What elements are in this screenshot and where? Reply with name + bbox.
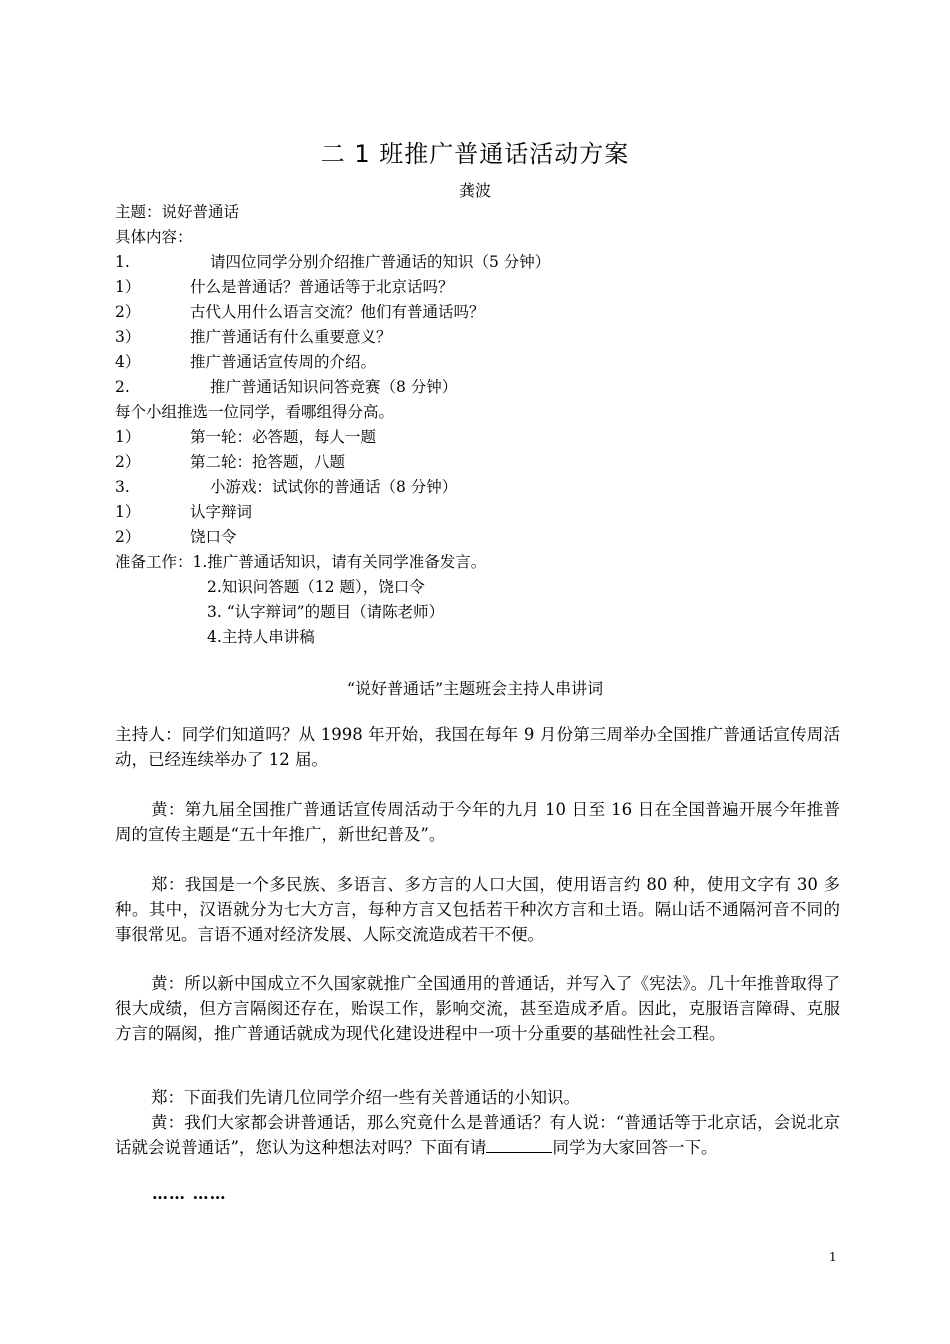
ellipsis: …… …… bbox=[152, 1184, 227, 1203]
script-paragraph: 主持人：同学们知道吗？从 1998 年开始，我国在每年 9 月份第三周举办全国推广普通话宣传周活动，已经连续举办了 12 届。 bbox=[115, 725, 840, 769]
plan-subitem bbox=[115, 352, 376, 372]
subitem-number: 1） bbox=[115, 428, 141, 446]
subitem-text: 推广普通话宣传周的介绍。 bbox=[190, 353, 377, 371]
subitem-text: 推广普通话有什么重要意义？ bbox=[190, 328, 392, 346]
subitem-number: 1） bbox=[115, 503, 141, 521]
plan-subitem bbox=[115, 302, 485, 322]
subitem-number: 1） bbox=[115, 278, 141, 296]
author-name: 龚波 bbox=[458, 181, 491, 200]
content-label: 具体内容： bbox=[115, 228, 193, 246]
subitem-text: 古代人用什么语言交流？他们有普通话吗？ bbox=[190, 303, 485, 321]
script-title: “说好普通话”主题班会主持人串讲词 bbox=[346, 679, 604, 698]
plan-item-text: 推广普通话知识问答竞赛（8 分钟） bbox=[210, 378, 458, 396]
script-paragraph: 郑：下面我们先请几位同学介绍一些有关普通话的小知识。 bbox=[151, 1088, 580, 1107]
subitem-number: 2） bbox=[115, 453, 141, 471]
plan-subitem bbox=[115, 427, 376, 447]
plan-item-text: 请四位同学分别介绍推广普通话的知识（5 分钟） bbox=[210, 253, 551, 271]
plan-subitem bbox=[115, 502, 252, 522]
prep-line: 4.主持人串讲稿 bbox=[207, 628, 315, 646]
plan-item-1 bbox=[115, 252, 550, 272]
plan-subitem bbox=[115, 277, 454, 297]
plan-item-text: 小游戏：试试你的普通话（8 分钟） bbox=[210, 478, 458, 496]
document-title: 二 1 班推广普通话活动方案 bbox=[320, 140, 630, 168]
plan-subitem bbox=[115, 527, 237, 547]
script-paragraph: 黄：第九届全国推广普通话宣传周活动于今年的九月 10 日至 16 日在全国普遍开展今年推普周的宣传主题是“五十年推广，新世纪普及”。 bbox=[115, 800, 840, 844]
plan-item-2 bbox=[115, 377, 457, 397]
plan-item-number: 3. bbox=[115, 478, 130, 496]
theme-line: 主题：说好普通话 bbox=[115, 203, 240, 221]
paragraph-text: 同学为大家回答一下。 bbox=[552, 1138, 718, 1157]
subitem-text: 第一轮：必答题，每人一题 bbox=[190, 428, 377, 446]
subitem-number: 4） bbox=[115, 353, 141, 371]
subitem-text: 什么是普通话？普通话等于北京话吗？ bbox=[190, 278, 454, 296]
script-paragraph: 郑：我国是一个多民族、多语言、多方言的人口大国，使用语言约 80 种，使用文字有 30 多种。其中，汉语就分为七大方言，每种方言又包括若干种次方言和土语。隔山话不通隔河音不同的事很常见。言语不通对经济发展、人际交流造成若干不便。 bbox=[115, 875, 840, 944]
script-paragraph bbox=[115, 1110, 840, 1160]
plan-subitem bbox=[115, 452, 345, 472]
prep-line: 3. “认字辩词”的题目（请陈老师） bbox=[207, 603, 445, 621]
plan-item-3 bbox=[115, 477, 457, 497]
subitem-text: 认字辩词 bbox=[190, 503, 253, 521]
subitem-text: 饶口令 bbox=[190, 528, 237, 546]
subitem-number: 2） bbox=[115, 303, 141, 321]
fill-in-blank bbox=[486, 1136, 552, 1153]
plan-item-number: 1. bbox=[115, 253, 130, 271]
subitem-number: 2） bbox=[115, 528, 141, 546]
subitem-number: 3） bbox=[115, 328, 141, 346]
script-paragraph: 黄：所以新中国成立不久国家就推广全国通用的普通话，并写入了《宪法》。几十年推普取得了很大成绩，但方言隔阂还存在，贻误工作，影响交流，甚至造成矛盾。因此，克服语言障碍、克服方言的隔阂，推广普通话就成为现代化建设进程中一项十分重要的基础性社会工程。 bbox=[115, 974, 840, 1043]
page-number: 1 bbox=[829, 1250, 837, 1264]
paragraph-text: 黄：我们大家都会讲普通话，那么究竟什么是普通话？有人说：“普通话等于北京话，会说北京话就会说普通话”，您认为这种想法对吗？下面有请 bbox=[115, 1113, 840, 1157]
subitem-text: 第二轮：抢答题，八题 bbox=[190, 453, 346, 471]
plan-subitem bbox=[115, 327, 392, 347]
prep-line: 准备工作：1.推广普通话知识，请有关同学准备发言。 bbox=[115, 553, 487, 571]
prep-line: 2.知识问答题（12 题），饶口令 bbox=[207, 578, 425, 596]
plan-item-number: 2. bbox=[115, 378, 130, 396]
plan-item-2-note: 每个小组推选一位同学，看哪组得分高。 bbox=[115, 403, 395, 421]
